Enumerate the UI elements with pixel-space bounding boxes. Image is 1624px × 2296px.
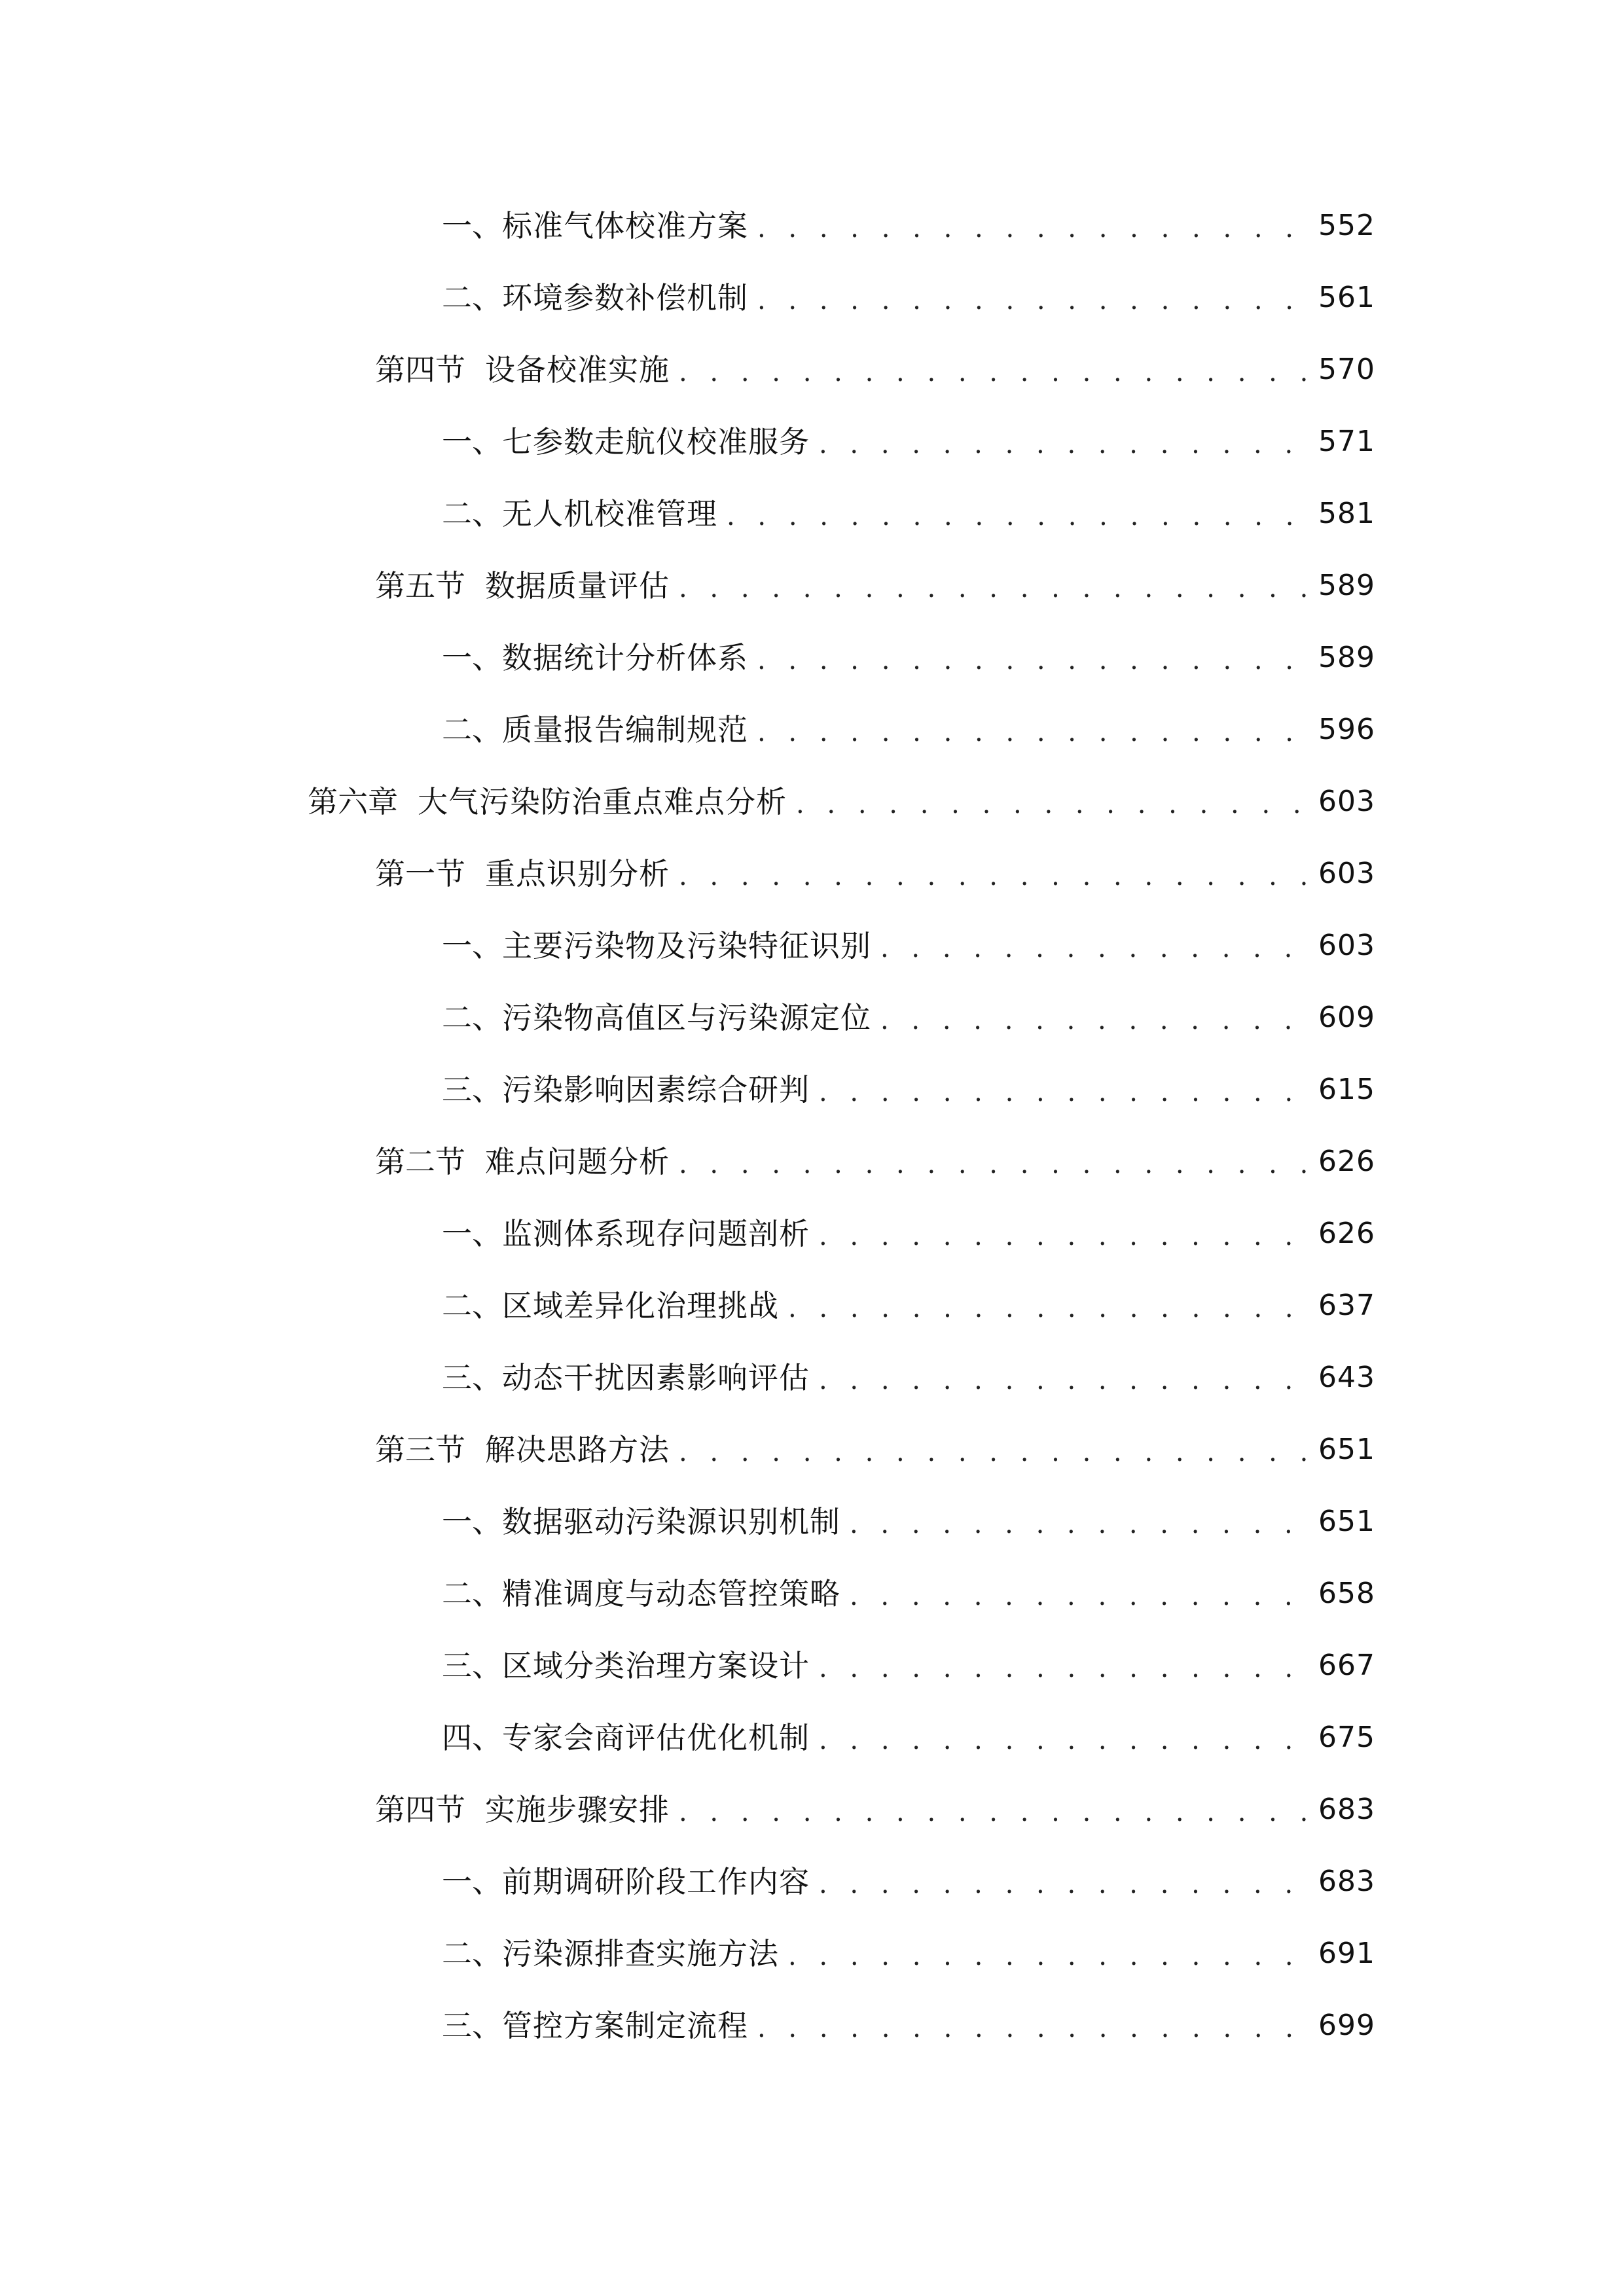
toc-entry-page: 675 <box>1318 1721 1375 1754</box>
toc-entry-title: 监测体系现存问题剖析 <box>502 1216 810 1251</box>
toc-entry[interactable] <box>0 406 1624 478</box>
toc-entry-page: 603 <box>1318 857 1375 890</box>
toc-dot-leader <box>796 785 1307 824</box>
toc-entry-number: 第三节 <box>375 1432 465 1467</box>
toc-entry-title: 无人机校准管理 <box>502 496 717 531</box>
toc-entry-number: 三、 <box>442 1360 502 1395</box>
toc-entry-page: 589 <box>1318 641 1375 674</box>
toc-entry-title: 专家会商评估优化机制 <box>502 1720 810 1755</box>
toc-entry-number: 第四节 <box>375 352 465 387</box>
toc-entry-title: 区域分类治理方案设计 <box>502 1648 810 1683</box>
toc-entry-number: 二、 <box>442 1288 502 1323</box>
toc-entry-title: 数据质量评估 <box>485 568 670 603</box>
toc-entry[interactable] <box>0 766 1624 838</box>
toc-entry[interactable] <box>0 910 1624 982</box>
toc-entry-page: 651 <box>1318 1433 1375 1466</box>
toc-entry-page: 626 <box>1318 1217 1375 1250</box>
toc-entry-number: 三、 <box>442 2008 502 2043</box>
toc-dot-leader <box>727 497 1307 536</box>
toc-dot-leader <box>679 1145 1307 1184</box>
toc-entry[interactable] <box>0 1702 1624 1774</box>
toc-entry-title: 动态干扰因素影响评估 <box>502 1360 810 1395</box>
toc-dot-leader <box>819 1073 1307 1112</box>
toc-entry[interactable] <box>0 1414 1624 1486</box>
table-of-contents <box>0 190 1624 2062</box>
toc-dot-leader <box>757 713 1307 752</box>
toc-dot-leader <box>679 353 1307 392</box>
toc-dot-leader <box>880 1001 1307 1040</box>
toc-entry-page: 683 <box>1318 1865 1375 1898</box>
toc-entry-number: 二、 <box>442 1000 502 1035</box>
toc-entry-page: 570 <box>1318 353 1375 386</box>
toc-entry-page: 603 <box>1318 785 1375 818</box>
toc-entry[interactable] <box>0 1270 1624 1342</box>
toc-entry-number: 第五节 <box>375 568 465 603</box>
toc-entry[interactable] <box>0 1486 1624 1558</box>
toc-dot-leader <box>819 425 1307 464</box>
toc-entry-number: 二、 <box>442 1576 502 1611</box>
toc-entry-title: 管控方案制定流程 <box>502 2008 748 2043</box>
toc-dot-leader <box>880 929 1307 968</box>
toc-entry-number: 二、 <box>442 1936 502 1971</box>
toc-entry-page: 589 <box>1318 569 1375 602</box>
toc-entry[interactable] <box>0 262 1624 334</box>
toc-entry[interactable] <box>0 1558 1624 1630</box>
toc-entry-page: 626 <box>1318 1145 1375 1178</box>
toc-entry-title: 标准气体校准方案 <box>502 208 748 243</box>
toc-entry[interactable] <box>0 550 1624 622</box>
toc-entry-number: 一、 <box>442 424 502 459</box>
toc-entry[interactable] <box>0 334 1624 406</box>
toc-entry-number: 第六章 <box>308 784 398 819</box>
toc-dot-leader <box>757 641 1307 680</box>
toc-entry-page: 637 <box>1318 1289 1375 1322</box>
toc-entry-page: 683 <box>1318 1793 1375 1826</box>
toc-entry-title: 实施步骤安排 <box>485 1792 670 1827</box>
toc-entry-number: 四、 <box>442 1720 502 1755</box>
toc-entry-number: 三、 <box>442 1072 502 1107</box>
toc-dot-leader <box>679 569 1307 608</box>
toc-entry-number: 一、 <box>442 1504 502 1539</box>
toc-entry[interactable] <box>0 1054 1624 1126</box>
toc-entry[interactable] <box>0 1918 1624 1990</box>
toc-entry-title: 区域差异化治理挑战 <box>502 1288 779 1323</box>
toc-entry-title: 污染物高值区与污染源定位 <box>502 1000 871 1035</box>
toc-entry-page: 651 <box>1318 1505 1375 1538</box>
toc-entry[interactable] <box>0 1990 1624 2062</box>
toc-entry-number: 第四节 <box>375 1792 465 1827</box>
toc-dot-leader <box>850 1577 1307 1616</box>
toc-entry[interactable] <box>0 838 1624 910</box>
toc-entry-title: 难点问题分析 <box>485 1144 670 1179</box>
toc-dot-leader <box>788 1289 1307 1328</box>
toc-entry-page: 691 <box>1318 1937 1375 1970</box>
toc-entry[interactable] <box>0 1630 1624 1702</box>
toc-entry[interactable] <box>0 190 1624 262</box>
toc-entry-number: 第二节 <box>375 1144 465 1179</box>
toc-entry-page: 699 <box>1318 2009 1375 2042</box>
toc-entry-page: 581 <box>1318 497 1375 530</box>
toc-entry-title: 设备校准实施 <box>485 352 670 387</box>
toc-entry-title: 重点识别分析 <box>485 856 670 891</box>
toc-dot-leader <box>679 1793 1307 1832</box>
toc-entry-title: 主要污染物及污染特征识别 <box>502 928 871 963</box>
toc-entry-title: 大气污染防治重点难点分析 <box>418 784 787 819</box>
toc-dot-leader <box>679 1433 1307 1472</box>
toc-entry-title: 数据统计分析体系 <box>502 640 748 675</box>
toc-entry-title: 环境参数补偿机制 <box>502 280 748 315</box>
toc-entry-number: 一、 <box>442 1864 502 1899</box>
toc-entry-title: 质量报告编制规范 <box>502 712 748 747</box>
toc-entry-number: 一、 <box>442 928 502 963</box>
toc-dot-leader <box>819 1361 1307 1400</box>
toc-entry[interactable] <box>0 1846 1624 1918</box>
toc-entry-title: 数据驱动污染源识别机制 <box>502 1504 840 1539</box>
toc-entry-page: 658 <box>1318 1577 1375 1610</box>
toc-entry-number: 一、 <box>442 640 502 675</box>
toc-entry-number: 三、 <box>442 1648 502 1683</box>
toc-entry[interactable] <box>0 694 1624 766</box>
toc-entry[interactable] <box>0 1198 1624 1270</box>
toc-entry-page: 609 <box>1318 1001 1375 1034</box>
toc-entry[interactable] <box>0 1342 1624 1414</box>
toc-entry-number: 一、 <box>442 208 502 243</box>
toc-dot-leader <box>819 1721 1307 1760</box>
toc-entry-title: 七参数走航仪校准服务 <box>502 424 810 459</box>
toc-entry-title: 污染源排查实施方法 <box>502 1936 779 1971</box>
toc-entry-title: 精准调度与动态管控策略 <box>502 1576 840 1611</box>
toc-entry-page: 561 <box>1318 281 1375 314</box>
toc-entry-page: 596 <box>1318 713 1375 746</box>
toc-entry-title: 解决思路方法 <box>485 1432 670 1467</box>
toc-entry[interactable] <box>0 982 1624 1054</box>
toc-entry-number: 二、 <box>442 280 502 315</box>
toc-entry[interactable] <box>0 622 1624 694</box>
toc-entry-number: 第一节 <box>375 856 465 891</box>
toc-dot-leader <box>757 281 1307 320</box>
toc-entry[interactable] <box>0 1774 1624 1846</box>
toc-entry-page: 667 <box>1318 1649 1375 1682</box>
toc-entry-page: 552 <box>1318 209 1375 242</box>
toc-entry-page: 603 <box>1318 929 1375 962</box>
toc-dot-leader <box>819 1217 1307 1256</box>
toc-dot-leader <box>850 1505 1307 1544</box>
toc-entry-page: 643 <box>1318 1361 1375 1394</box>
toc-entry-title: 污染影响因素综合研判 <box>502 1072 810 1107</box>
toc-dot-leader <box>819 1865 1307 1904</box>
toc-entry-number: 二、 <box>442 712 502 747</box>
toc-dot-leader <box>757 209 1307 248</box>
toc-dot-leader <box>819 1649 1307 1688</box>
toc-entry[interactable] <box>0 478 1624 550</box>
toc-entry-number: 二、 <box>442 496 502 531</box>
toc-entry-page: 615 <box>1318 1073 1375 1106</box>
toc-entry-page: 571 <box>1318 425 1375 458</box>
toc-dot-leader <box>679 857 1307 896</box>
toc-entry[interactable] <box>0 1126 1624 1198</box>
toc-dot-leader <box>757 2009 1307 2048</box>
toc-entry-title: 前期调研阶段工作内容 <box>502 1864 810 1899</box>
toc-dot-leader <box>788 1937 1307 1976</box>
toc-entry-number: 一、 <box>442 1216 502 1251</box>
